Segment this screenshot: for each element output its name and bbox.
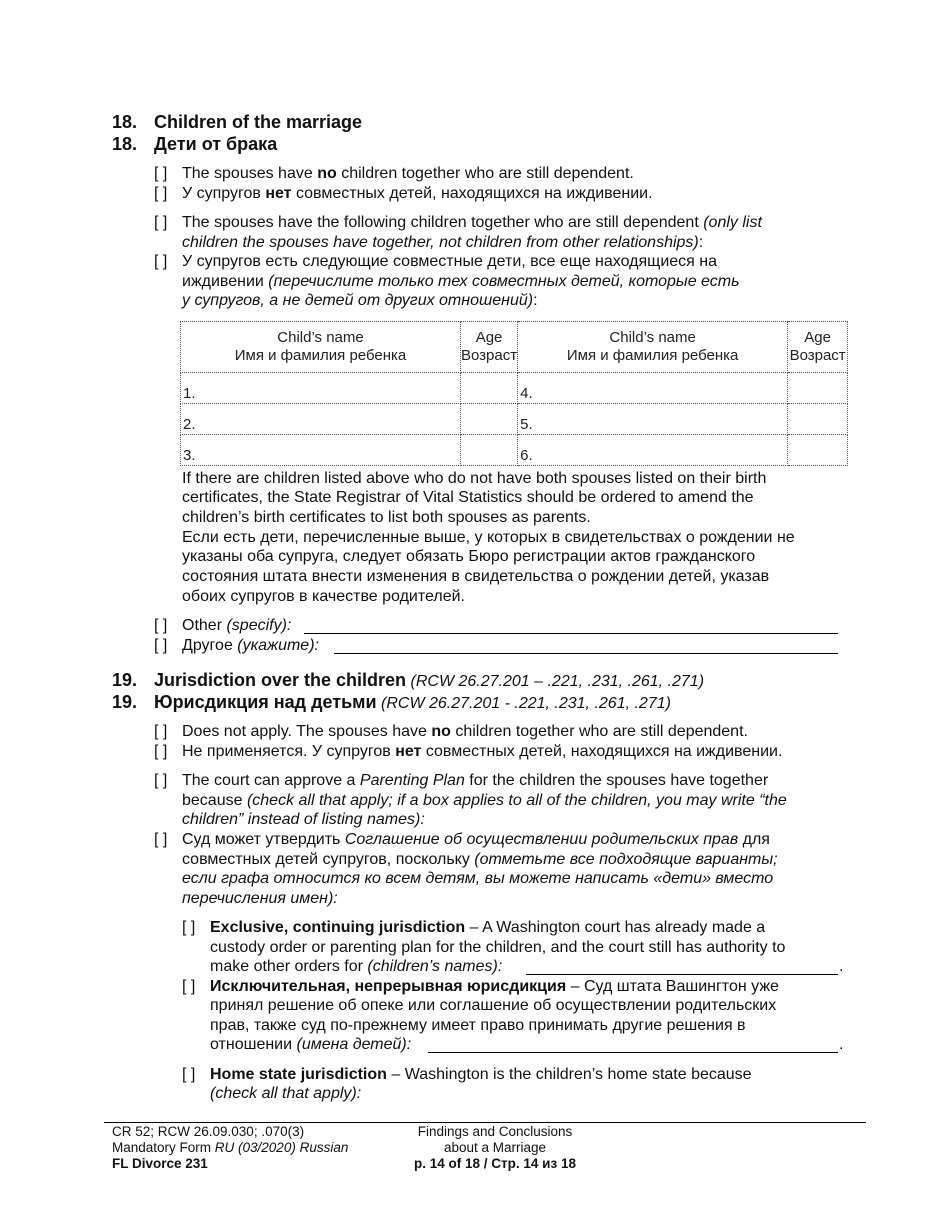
table-row xyxy=(181,435,848,466)
parenting-plan-text-ru-4: перечисления имен): xyxy=(182,890,338,907)
no-children-text-en: The spouses have no children together who are still dependent. xyxy=(182,165,634,182)
child-name-cell[interactable]: 4. xyxy=(518,373,788,404)
table-row xyxy=(181,404,848,435)
exclusive-jurisdiction-text-en-1: Exclusive, continuing jurisdiction – A Washington court has already made a xyxy=(210,919,766,936)
period-ru: . xyxy=(839,1036,844,1053)
parenting-plan-text-en-2: because (check all that apply; if a box applies to all of the children, you may write “the xyxy=(182,792,787,809)
parenting-plan-checkbox-ru[interactable]: [ ] xyxy=(154,831,168,848)
child-name-cell[interactable]: 2. xyxy=(181,404,461,435)
children-names-input-ru[interactable] xyxy=(428,1052,838,1053)
period-en: . xyxy=(839,958,844,975)
child-age-cell[interactable] xyxy=(461,435,518,466)
exclusive-jurisdiction-text-ru-4: отношении (имена детей): xyxy=(210,1036,412,1053)
table-header-row xyxy=(181,322,848,373)
section-18-title-en: Children of the marriage xyxy=(154,112,363,132)
section-18-title-ru: Дети от брака xyxy=(154,134,278,154)
following-children-text-ru-2: иждивении (перечислите только тех совместных детей, которые есть xyxy=(182,273,740,290)
exclusive-jurisdiction-text-ru-3: прав, также суд по-прежнему имеет право принимать другие решения в xyxy=(210,1017,746,1034)
other-input-en[interactable] xyxy=(304,633,838,634)
other-checkbox-ru[interactable]: [ ] xyxy=(154,637,168,654)
no-children-checkbox-ru[interactable]: [ ] xyxy=(154,185,168,202)
other-checkbox-en[interactable]: [ ] xyxy=(154,617,168,634)
home-state-text-en-1: Home state jurisdiction – Washington is the children’s home state because xyxy=(210,1066,752,1083)
section-19-number: 19. xyxy=(112,670,138,690)
footer-statute: CR 52; RCW 26.09.030; .070(3) xyxy=(112,1124,305,1139)
birth-cert-note-ru-1: Если есть дети, перечисленные выше, у которых в свидетельствах о рождении не xyxy=(182,529,795,546)
does-not-apply-checkbox-en[interactable]: [ ] xyxy=(154,723,168,740)
parenting-plan-text-ru-2: совместных детей супругов, поскольку (отметьте все подходящие варианты; xyxy=(182,851,778,868)
home-state-checkbox-en[interactable]: [ ] xyxy=(182,1066,196,1083)
col-child-name-2: Child’s name Имя и фамилия ребенка xyxy=(518,322,788,373)
child-name-cell[interactable]: 3. xyxy=(181,435,461,466)
child-name-cell[interactable]: 6. xyxy=(518,435,788,466)
exclusive-jurisdiction-checkbox-en[interactable]: [ ] xyxy=(182,919,196,936)
exclusive-jurisdiction-text-en-2: custody order or parenting plan for the children, and the court still has authority to xyxy=(210,939,786,956)
parenting-plan-text-en-3: children” instead of listing names): xyxy=(182,811,425,828)
following-children-text-en-1: The spouses have the following children together who are still dependent (only list xyxy=(182,214,762,231)
does-not-apply-checkbox-ru[interactable]: [ ] xyxy=(154,743,168,760)
other-label-ru: Другое (укажите): xyxy=(182,637,319,654)
does-not-apply-text-en: Does not apply. The spouses have no children together who are still dependent. xyxy=(182,723,748,740)
section-19-number-ru: 19. xyxy=(112,692,138,712)
exclusive-jurisdiction-text-ru-1: Исключительная, непрерывная юрисдикция – Суд штата Вашингтон уже xyxy=(210,978,779,995)
following-children-checkbox-en[interactable]: [ ] xyxy=(154,214,168,231)
child-age-cell[interactable] xyxy=(788,435,848,466)
does-not-apply-text-ru: Не применяется. У супругов нет совместных детей, находящихся на иждивении. xyxy=(182,743,783,760)
no-children-checkbox-en[interactable]: [ ] xyxy=(154,165,168,182)
birth-cert-note-en-1: If there are children listed above who do not have both spouses listed on their birth xyxy=(182,470,767,487)
footer-doc-title-1: Findings and Conclusions xyxy=(417,1124,573,1139)
col-age: Age Возраст xyxy=(461,322,518,373)
section-18-number: 18. xyxy=(112,112,138,132)
footer-form-version: Mandatory Form RU (03/2020) Russian xyxy=(112,1140,349,1155)
no-children-text-ru: У супругов нет совместных детей, находящихся на иждивении. xyxy=(182,185,653,202)
child-name-cell[interactable]: 5. xyxy=(518,404,788,435)
child-age-cell[interactable] xyxy=(461,404,518,435)
children-names-input-en[interactable] xyxy=(526,974,838,975)
child-age-cell[interactable] xyxy=(788,373,848,404)
following-children-checkbox-ru[interactable]: [ ] xyxy=(154,253,168,270)
footer-form-id: FL Divorce 231 xyxy=(112,1156,208,1171)
home-state-text-en-2: (check all that apply): xyxy=(210,1085,362,1102)
exclusive-jurisdiction-text-en-3: make other orders for (children’s names): xyxy=(210,958,503,975)
section-18-number-ru: 18. xyxy=(112,134,138,154)
child-age-cell[interactable] xyxy=(461,373,518,404)
parenting-plan-text-ru-1: Суд может утвердить Соглашение об осуществлении родительских прав для xyxy=(182,831,770,848)
col-age-2: Age Возраст xyxy=(788,322,848,373)
parenting-plan-text-ru-3: если графа относится ко всем детям, вы можете написать «дети» вместо xyxy=(182,870,774,887)
footer-doc-title-2: about a Marriage xyxy=(443,1140,547,1155)
parenting-plan-checkbox-en[interactable]: [ ] xyxy=(154,772,168,789)
child-age-cell[interactable] xyxy=(788,404,848,435)
following-children-text-ru-1: У супругов есть следующие совместные дети, все еще находящиеся на xyxy=(182,253,717,270)
other-input-ru[interactable] xyxy=(334,653,838,654)
birth-cert-note-ru-2: указаны оба супруга, следует обязать Бюро регистрации актов гражданского xyxy=(182,548,756,565)
table-row xyxy=(181,373,848,404)
birth-cert-note-ru-3: состояния штата внести изменения в свидетельства о рождении детей, указав xyxy=(182,568,770,585)
footer-page-number: p. 14 of 18 / Стр. 14 из 18 xyxy=(414,1156,576,1171)
child-name-cell[interactable]: 1. xyxy=(181,373,461,404)
col-child-name: Child’s name Имя и фамилия ребенка xyxy=(181,322,461,373)
birth-cert-note-en-3: children’s birth certificates to list both spouses as parents. xyxy=(182,509,591,526)
following-children-text-ru-3: у супругов, а не детей от других отношений): xyxy=(182,292,538,309)
birth-cert-note-en-2: certificates, the State Registrar of Vital Statistics should be ordered to amend the xyxy=(182,489,754,506)
other-label-en: Other (specify): xyxy=(182,617,292,634)
parenting-plan-text-en-1: The court can approve a Parenting Plan for the children the spouses have together xyxy=(182,772,769,789)
footer-divider xyxy=(104,1122,866,1123)
section-19-title-ru: Юрисдикция над детьми (RCW 26.27.201 - .221, .231, .261, .271) xyxy=(154,692,671,712)
section-19-title-en: Jurisdiction over the children (RCW 26.27.201 – .221, .231, .261, .271) xyxy=(154,670,705,690)
birth-cert-note-ru-4: обоих супругов в качестве родителей. xyxy=(182,588,465,605)
exclusive-jurisdiction-checkbox-ru[interactable]: [ ] xyxy=(182,978,196,995)
following-children-text-en-2: children the spouses have together, not children from other relationships): xyxy=(182,234,704,251)
exclusive-jurisdiction-text-ru-2: принял решение об опеке или соглашение об осуществлении родительских xyxy=(210,997,777,1014)
children-table xyxy=(180,321,848,466)
